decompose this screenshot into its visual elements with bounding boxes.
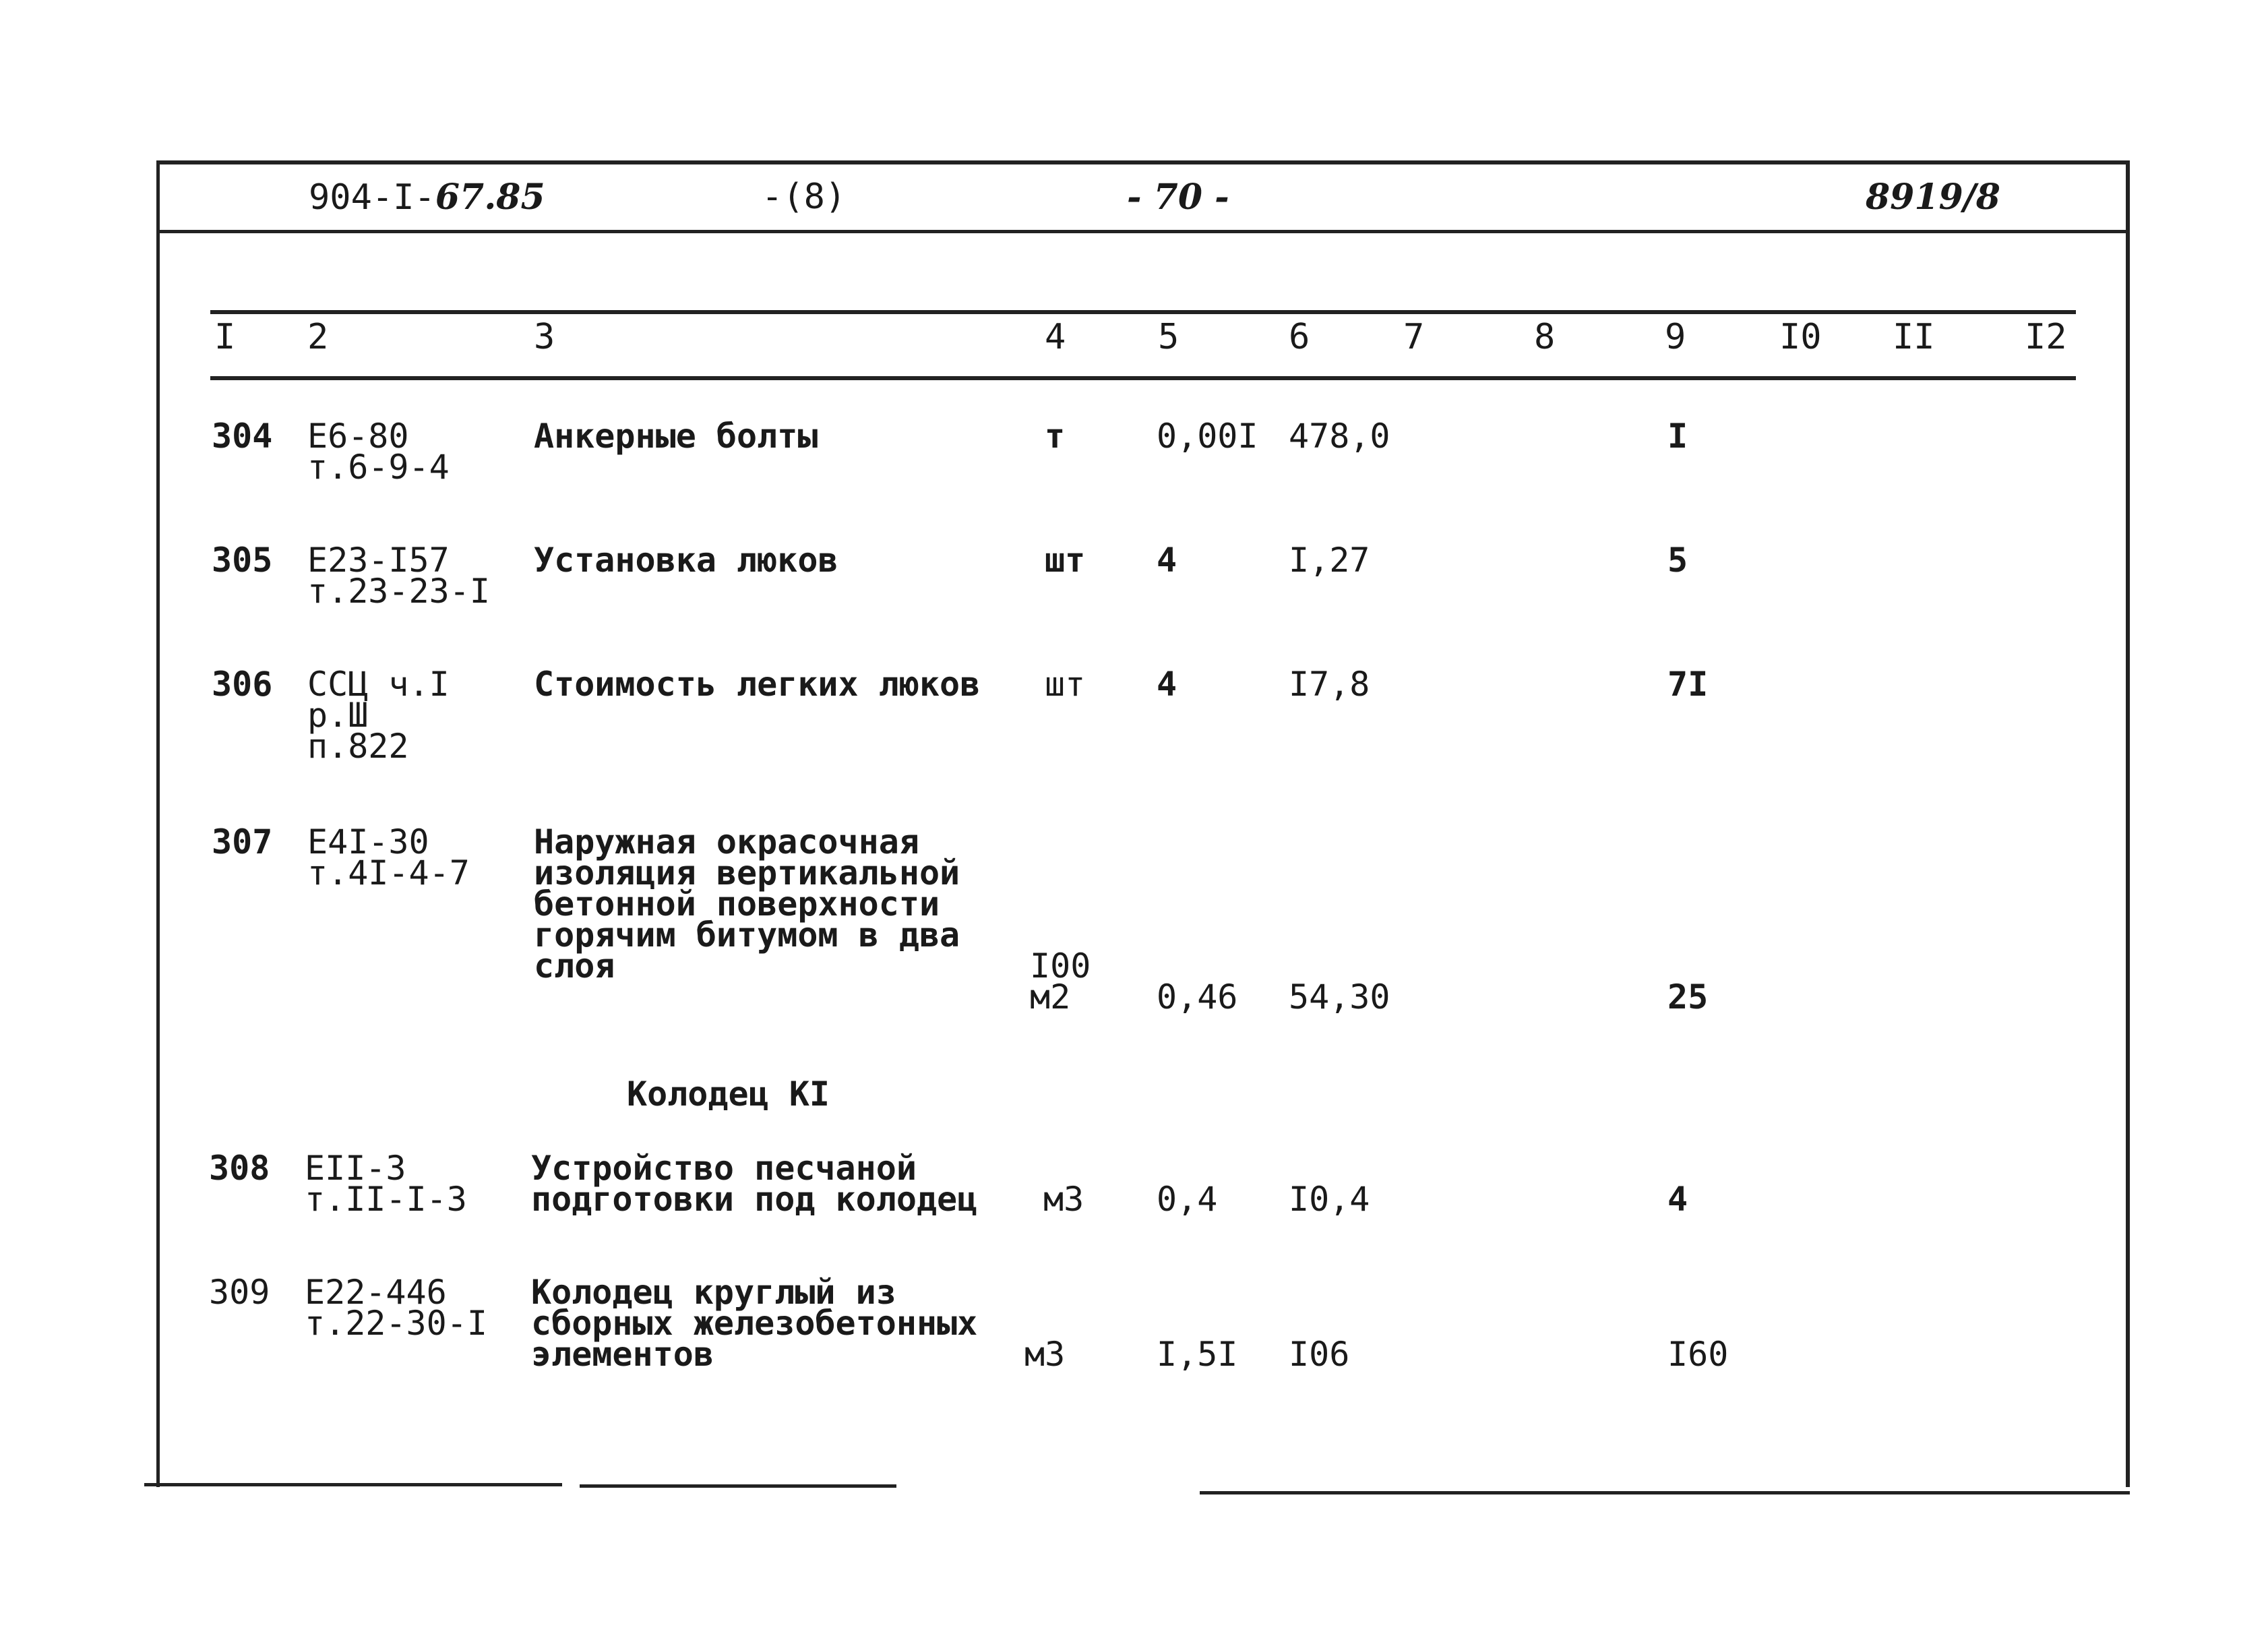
row-name: Установка люков xyxy=(534,541,838,580)
row-price: 54,30 xyxy=(1289,977,1390,1017)
row-qty: 4 xyxy=(1157,665,1177,704)
sheet-number: -(8) xyxy=(762,177,847,217)
column-number: 2 xyxy=(307,317,329,357)
row-number: 307 xyxy=(212,822,273,862)
row-unit: м3 xyxy=(1043,1180,1084,1219)
row-number: 308 xyxy=(209,1149,270,1188)
row-name: Стоимость легких люков xyxy=(534,665,981,704)
column-number: I0 xyxy=(1779,317,1822,357)
column-number: 3 xyxy=(534,317,555,357)
row-price: 478,0 xyxy=(1289,417,1390,456)
row-code: E6-80 т.6-9-4 xyxy=(307,417,450,487)
row-code: E23-I57 т.23-23-I xyxy=(307,541,490,611)
column-number: 7 xyxy=(1403,317,1425,357)
row-unit: шт xyxy=(1045,541,1086,580)
row-qty: 4 xyxy=(1157,541,1177,580)
column-number: I xyxy=(214,317,236,357)
row-unit: I00 м2 xyxy=(1030,946,1091,1017)
row-number: 304 xyxy=(212,417,273,456)
row-name: Анкерные болты xyxy=(534,417,818,456)
row-price: I0,4 xyxy=(1289,1180,1370,1219)
column-number: 6 xyxy=(1289,317,1310,357)
row-price: I06 xyxy=(1289,1335,1350,1374)
row-name: Устройство песчаной подготовки под колодец xyxy=(531,1149,978,1219)
column-number: 8 xyxy=(1534,317,1556,357)
document-code: 904-I-67.85 xyxy=(309,177,545,218)
row-number: 306 xyxy=(212,665,273,704)
row-number: 309 xyxy=(209,1273,270,1312)
row-qty: 0,46 xyxy=(1157,977,1238,1017)
row-code: E4I-30 т.4I-4-7 xyxy=(307,822,470,893)
row-total: I xyxy=(1667,417,1688,456)
row-total: I60 xyxy=(1667,1335,1729,1374)
frame-bottom-line xyxy=(1200,1491,2130,1494)
frame-bottom-line xyxy=(144,1483,562,1486)
row-price: I,27 xyxy=(1289,541,1370,580)
header-divider xyxy=(160,230,2128,233)
row-code: EII-3 т.II-I-3 xyxy=(305,1149,467,1219)
row-name: Наружная окрасочная изоляция вертикальной бетонной поверхности горячим битумом в два слоя xyxy=(534,822,960,986)
column-number: 9 xyxy=(1665,317,1686,357)
row-total: 25 xyxy=(1667,977,1709,1017)
row-code: ССЦ ч.I р.Ш п.822 xyxy=(307,665,450,766)
row-total: 5 xyxy=(1667,541,1688,580)
table-header-rule xyxy=(210,376,2076,380)
row-qty: 0,4 xyxy=(1157,1180,1218,1219)
row-qty: 0,00I xyxy=(1157,417,1258,456)
column-number: I2 xyxy=(2025,317,2067,357)
frame-bottom-line xyxy=(580,1484,896,1488)
row-total: 4 xyxy=(1667,1180,1688,1219)
row-name: Колодец круглый из сборных железобетонных элементов xyxy=(531,1273,978,1374)
inventory-stamp: 8919/8 xyxy=(1866,177,2000,218)
table-top-rule xyxy=(210,310,2076,314)
row-qty: I,5I xyxy=(1157,1335,1238,1374)
row-unit: т xyxy=(1045,417,1066,456)
column-number: II xyxy=(1893,317,1935,357)
section-title: Колодец КI xyxy=(627,1075,830,1114)
page-number: - 70 - xyxy=(1127,177,1229,218)
row-total: 7I xyxy=(1667,665,1709,704)
row-price: I7,8 xyxy=(1289,665,1370,704)
row-unit: м3 xyxy=(1024,1335,1066,1374)
column-number: 4 xyxy=(1045,317,1066,357)
column-number: 5 xyxy=(1158,317,1179,357)
row-unit: шт xyxy=(1045,665,1086,704)
row-code: E22-446 т.22-30-I xyxy=(305,1273,487,1343)
row-number: 305 xyxy=(212,541,273,580)
